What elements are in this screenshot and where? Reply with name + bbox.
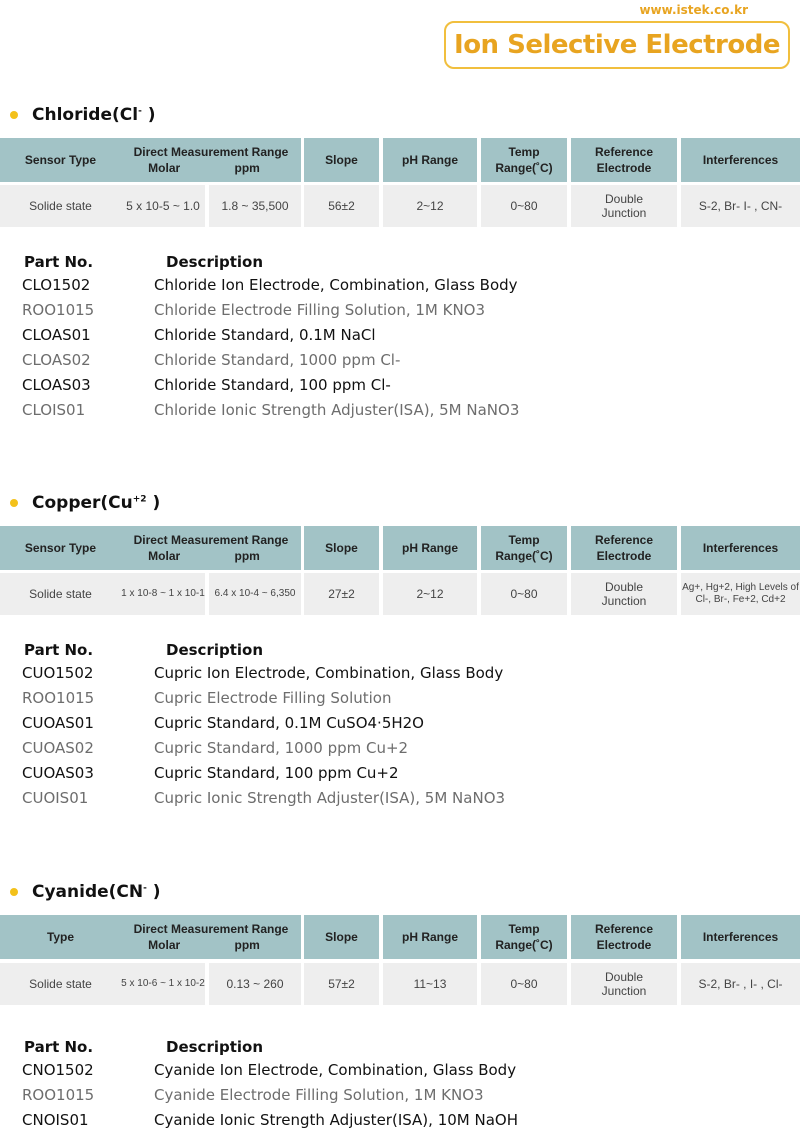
part-description: Cyanide Electrode Filling Solution, 1M KNO3 [154,1086,484,1104]
col-slope-header [304,526,379,570]
part-row [0,764,800,788]
header-label: Reference [594,922,654,936]
ph-value: 2~12 [416,199,444,213]
part-number: CLOAS02 [22,351,91,369]
part-row [0,739,800,763]
slope-value: 57±2 [328,977,355,991]
header-label: Type [46,930,75,944]
part-number: ROO1015 [22,1086,95,1104]
col-ph-header [383,138,477,182]
title-banner [444,21,790,69]
header-label: Slope [325,541,358,555]
type-cell [0,185,121,227]
part-number: CNO1502 [22,1061,94,1079]
ref1-value: Double [604,192,644,206]
col-reference-header [571,138,677,182]
part-description: Chloride Standard, 100 ppm Cl- [154,376,391,394]
header-label: pH Range [401,541,458,555]
col-temp-header [481,915,567,959]
reference-cell [571,185,677,227]
part-number: ROO1015 [22,301,95,319]
part-description: Cupric Ionic Strength Adjuster(ISA), 5M NaNO3 [154,789,506,807]
col-temp-header [481,526,567,570]
part-row [0,351,800,375]
header-label: Slope [325,930,358,944]
description-header: Description [166,641,264,659]
section-title-text: Cyanide(CN [32,882,144,902]
bullet-icon [10,499,18,507]
part-number: CUO1502 [22,664,94,682]
type-value: Solide state [29,587,92,601]
ppm-cell [209,185,301,227]
col-interferences-header [681,915,800,959]
molar-value: 5 x 10-6 ~ 1 x 10-2 [121,978,205,989]
ppm-label: ppm [234,161,260,175]
part-number: CLOAS03 [22,376,91,394]
part-description: Cupric Standard, 0.1M CuSO4·5H2O [154,714,424,732]
header-label: Reference [594,145,654,159]
ph-cell [383,185,477,227]
header-label: Direct Measurement Range [133,533,289,547]
col-type-header [0,138,121,182]
ppm-value: 1.8 ~ 35,500 [221,199,289,213]
header-label: Interferences [702,930,779,944]
interferences-cell [681,963,800,1005]
description-header: Description [166,253,264,271]
header-label: Direct Measurement Range [133,922,289,936]
slope-cell [304,185,379,227]
part-number: CLO1502 [22,276,91,294]
part-row [0,1111,800,1135]
molar-cell [121,185,205,227]
temp-value: 0~80 [510,587,538,601]
part-row [0,689,800,713]
col-reference-header [571,915,677,959]
section-heading [10,882,161,902]
section-title [32,882,161,902]
header-label: Slope [325,153,358,167]
part-description: Chloride Electrode Filling Solution, 1M KNO3 [154,301,486,319]
part-row [0,1086,800,1110]
part-description: Cupric Standard, 100 ppm Cu+2 [154,764,399,782]
col-interferences-header [681,526,800,570]
ppm-value: 0.13 ~ 260 [226,977,284,991]
temp-value: 0~80 [510,199,538,213]
header-label: Direct Measurement Range [133,145,289,159]
part-description: Cyanide Ionic Strength Adjuster(ISA), 10M NaOH [154,1111,518,1129]
site-url[interactable]: www.istek.co.kr [639,3,748,17]
slope-value: 56±2 [328,199,355,213]
range-subheaders [121,548,301,564]
ph-cell [383,963,477,1005]
part-number: CNOIS01 [22,1111,89,1129]
part-number: CLOAS01 [22,326,91,344]
section-heading [10,105,156,125]
part-row [0,714,800,738]
part-number: CUOAS03 [22,764,94,782]
slope-value: 27±2 [328,587,355,601]
header-label: Temp [508,145,540,159]
part-row [0,326,800,350]
ref1-value: Double [604,970,644,984]
ppm-label: ppm [234,549,260,563]
part-row [0,664,800,688]
col-interferences-header [681,138,800,182]
section-title-close: ) [141,105,156,125]
col-slope-header [304,138,379,182]
interf-value: S-2, Br- , I- , Cl- [698,977,783,991]
part-description: Chloride Standard, 1000 ppm Cl- [154,351,401,369]
header-label: Electrode [596,549,652,563]
molar-label: Molar [148,549,181,563]
section-title-close: ) [146,493,161,513]
ppm-label: ppm [234,938,260,952]
part-no-header: Part No. [24,253,94,271]
ph-value: 11~13 [413,977,447,991]
ref1-value: Double [604,580,644,594]
interferences-cell [681,185,800,227]
header-label: Temp [508,922,540,936]
header-label: Range(˚C) [495,938,553,952]
header-label: Interferences [702,153,779,167]
part-description: Cyanide Ion Electrode, Combination, Glass Body [154,1061,517,1079]
slope-cell [304,573,379,615]
range-subheaders [121,160,301,176]
header-label: Electrode [596,938,652,952]
description-header: Description [166,1038,264,1056]
part-description: Cupric Ion Electrode, Combination, Glass Body [154,664,504,682]
header-label: Sensor Type [24,153,97,167]
molar-cell [121,573,205,615]
ppm-cell [209,963,301,1005]
molar-cell [121,963,205,1005]
col-ph-header [383,526,477,570]
part-row [0,1061,800,1085]
reference-cell [571,963,677,1005]
table-data-row [0,963,800,1005]
type-cell [0,573,121,615]
section-title-sup: - [138,106,142,117]
ph-value: 2~12 [416,587,444,601]
col-type-header [0,526,121,570]
part-number: CUOIS01 [22,789,89,807]
range-subheaders [121,937,301,953]
header-label: pH Range [401,930,458,944]
ppm-cell [209,573,301,615]
molar-value: 5 x 10-5 ~ 1.0 [126,199,200,213]
part-row [0,301,800,325]
section-title-text: Copper(Cu [32,493,133,513]
bullet-icon [10,111,18,119]
header-label: Reference [594,533,654,547]
molar-label: Molar [148,938,181,952]
header-label: Sensor Type [24,541,97,555]
temp-cell [481,185,567,227]
col-reference-header [571,526,677,570]
part-description: Cupric Standard, 1000 ppm Cu+2 [154,739,409,757]
header-label: pH Range [401,153,458,167]
header-label: Range(˚C) [495,161,553,175]
table-data-row [0,573,800,615]
page-title: Ion Selective Electrode [454,30,780,60]
section-title-close: ) [146,882,161,902]
part-no-header: Part No. [24,1038,94,1056]
ppm-value: 6.4 x 10-4 ~ 6,350 [214,588,296,599]
reference-cell [571,573,677,615]
section-title [32,105,156,125]
interferences-cell [681,573,800,615]
part-row [0,276,800,300]
table-header-row [0,526,800,570]
type-value: Solide state [29,977,92,991]
col-type-header [0,915,121,959]
section-title-text: Chloride(Cl [32,105,139,125]
ref2-value: Junction [601,594,647,608]
part-number: ROO1015 [22,689,95,707]
bullet-icon [10,888,18,896]
ref2-value: Junction [601,206,647,220]
part-row [0,401,800,425]
col-range-header [121,915,301,959]
interf-value: S-2, Br- I- , CN- [698,199,783,213]
part-description: Cupric Electrode Filling Solution [154,689,392,707]
section-title-sup: +2 [132,494,147,505]
header-label: Electrode [596,161,652,175]
part-description: Chloride Standard, 0.1M NaCl [154,326,376,344]
header-label: Interferences [702,541,779,555]
temp-cell [481,573,567,615]
temp-cell [481,963,567,1005]
part-description: Chloride Ion Electrode, Combination, Glass Body [154,276,518,294]
col-range-header [121,526,301,570]
temp-value: 0~80 [510,977,538,991]
part-number: CLOIS01 [22,401,86,419]
part-number: CUOAS02 [22,739,94,757]
ph-cell [383,573,477,615]
col-slope-header [304,915,379,959]
col-range-header [121,138,301,182]
ref2-value: Junction [601,984,647,998]
part-number: CUOAS01 [22,714,94,732]
table-header-row [0,915,800,959]
part-row [0,376,800,400]
col-temp-header [481,138,567,182]
table-data-row [0,185,800,227]
molar-value: 1 x 10-8 ~ 1 x 10-1 [121,588,205,599]
part-row [0,789,800,813]
section-title [32,493,160,513]
col-ph-header [383,915,477,959]
section-heading [10,493,160,513]
slope-cell [304,963,379,1005]
header-label: Temp [508,533,540,547]
type-value: Solide state [29,199,92,213]
part-no-header: Part No. [24,641,94,659]
header-label: Range(˚C) [495,549,553,563]
interf-value: Ag+, Hg+2, High Levels of Cl-, Br-, Fe+2, Cd+2 [682,582,799,605]
molar-label: Molar [148,161,181,175]
section-title-sup: - [143,883,147,894]
table-header-row [0,138,800,182]
type-cell [0,963,121,1005]
part-description: Chloride Ionic Strength Adjuster(ISA), 5M NaNO3 [154,401,520,419]
